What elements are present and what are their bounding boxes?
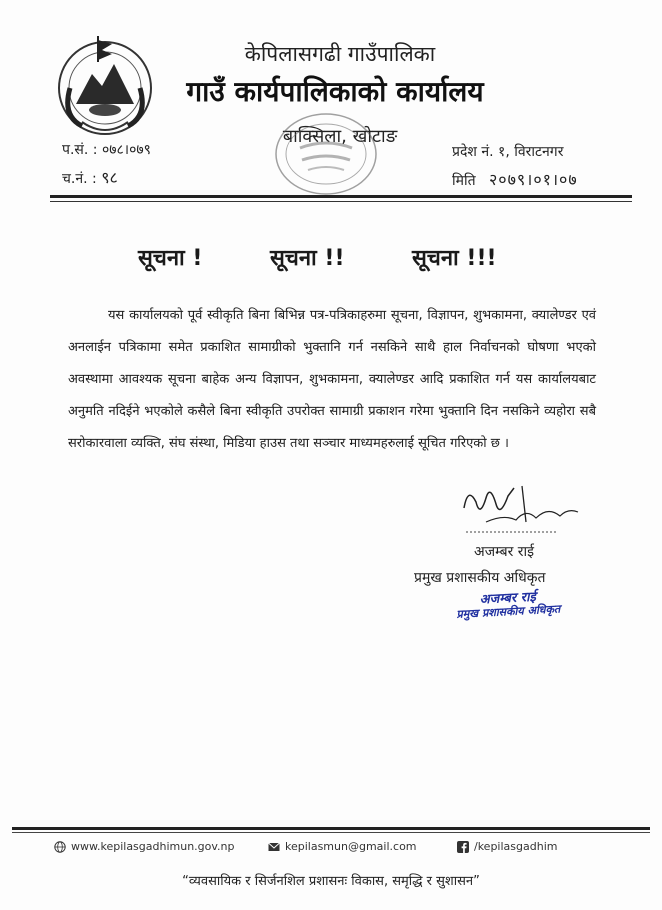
name-seal — [451, 583, 573, 627]
province-text: प्रदेश नं. १, विराटनगर — [452, 144, 564, 160]
office-address: बाक्सिला, खोटाङ — [282, 126, 398, 147]
email-text: kepilasmun@gmail.com — [285, 840, 417, 853]
sn-label: च.नं. : — [62, 171, 97, 187]
signatory-name: अजम्बर राई — [474, 544, 535, 560]
sn-value: ९८ — [101, 168, 118, 187]
notice-title-1: सूचना ! — [138, 246, 203, 271]
notice-body-text: यस कार्यालयको पूर्व स्वीकृति बिना बिभिन्न पत्र-पत्रिकाहरुमा सूचना, विज्ञापन, शुभकामना, क्यालेण्डर एवं अनलाईन पत्रिकामा समेत प्रकाशित सामाग्रीको भुक्तानि गर्न नसकिने साथै हाल निर्वाचनको घोषणा भएको अवस्थामा आवश्यक सूचना बाहेक अन्य विज्ञापन, शुभकामना, क्यालेण्डर आदि प्रकाशित गर्न यस कार्यालयबाट अनुमति नदिईने भएकोले कसैले बिना स्वीकृति उपरोक्त सामाग्री प्रकाशन गरेमा भुक्तानि दिन नसकिने व्यहोरा सबै सरोकारवाला व्यक्ति, संघ संस्था, मिडिया हाउस तथा सञ्चार माध्यमहरुलाई सूचित गरिएको छ । — [68, 308, 596, 451]
handwritten-signature — [456, 478, 586, 538]
date-value: २०७९।०१।०७ — [488, 170, 578, 189]
globe-icon — [54, 841, 66, 853]
footer-slogan: “व्यवसायिक र सिर्जनशिल प्रशासनः विकास, समृद्धि र सुशासन” — [182, 874, 480, 889]
notice-title-2: सूचना !! — [270, 246, 345, 271]
date-line — [452, 168, 578, 190]
envelope-icon — [268, 841, 280, 853]
seal-title: प्रमुख प्रशासकीय अधिकृत — [456, 602, 561, 621]
facebook-text: /kepilasgadhim — [474, 840, 558, 853]
footer-divider — [12, 827, 650, 830]
signatory-title: प्रमुख प्रशासकीय अधिकृत — [414, 570, 546, 586]
dispatch-number — [62, 166, 118, 188]
header-divider — [50, 195, 632, 198]
footer-email — [268, 840, 417, 853]
office-stamp — [270, 108, 382, 200]
header-divider-thin — [50, 201, 632, 202]
reference-number — [62, 140, 151, 159]
office-name: गाउँ कार्यपालिकाको कार्यालय — [186, 75, 484, 108]
municipality-emblem-icon — [52, 26, 158, 144]
date-label: मिति — [452, 173, 476, 189]
notice-body — [68, 300, 596, 460]
footer-divider-thin — [12, 832, 650, 833]
seal-name: अजम्बर राई — [479, 589, 537, 608]
footer-website — [54, 840, 235, 853]
ps-label: प.सं. : — [62, 142, 98, 158]
ps-value: ०७८।०७९ — [101, 142, 151, 158]
facebook-icon — [457, 841, 469, 853]
website-text: www.kepilasgadhimun.gov.np — [71, 840, 235, 853]
notice-title-3: सूचना !!! — [412, 246, 497, 271]
municipality-name: केपिलासगढी गाउँपालिका — [244, 42, 436, 66]
footer-facebook — [457, 840, 557, 853]
